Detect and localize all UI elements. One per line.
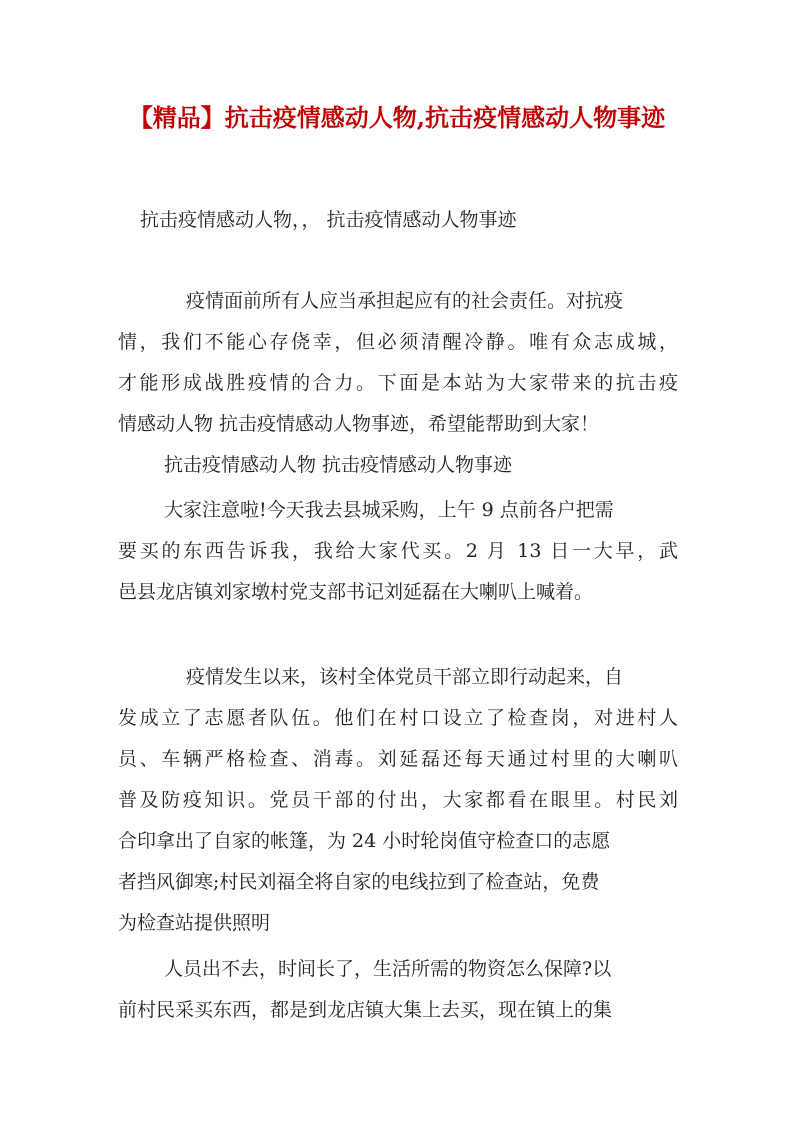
paragraph-line: 大家注意啦!今天我去县城采购，上午 9 点前各户把需 (164, 499, 614, 521)
paragraph-line: 合印拿出了自家的帐篷，为 24 小时轮岗值守检查口的志愿 (118, 830, 611, 852)
document-subtitle: 抗击疫情感动人物，， 抗击疫情感动人物事迹 (140, 209, 517, 231)
paragraph-line: 疫情发生以来，该村全体党员干部立即行动起来，自 (186, 666, 624, 688)
paragraph-line: 情感动人物 抗击疫情感动人物事迹，希望能帮助到大家！ (118, 413, 600, 435)
paragraph-line: 要买的东西告诉我，我给大家代买。2 月 13 日一大早，武 (118, 540, 678, 562)
paragraph-line: 为检查站提供照明 (118, 912, 271, 934)
document-title: 【精品】抗击疫情感动人物,抗击疫情感动人物事迹 (128, 103, 666, 132)
paragraph-line: 抗击疫情感动人物 抗击疫情感动人物事迹 (164, 454, 513, 476)
paragraph-line: 普及防疫知识。党员干部的付出，大家都看在眼里。村民刘 (118, 789, 678, 811)
paragraph-line: 员、车辆严格检查、消毒。刘延磊还每天通过村里的大喇叭 (118, 748, 678, 770)
paragraph-line: 者挡风御寒;村民刘福全将自家的电线拉到了检查站，免费 (118, 871, 600, 893)
paragraph-line: 情，我们不能心存侥幸，但必须清醒冷静。唯有众志成城， (118, 331, 678, 353)
paragraph-line: 发成立了志愿者队伍。他们在村口设立了检查岗，对进村人 (118, 707, 678, 729)
paragraph-line: 疫情面前所有人应当承担起应有的社会责任。对抗疫 (186, 290, 624, 312)
paragraph-line: 人员出不去，时间长了，生活所需的物资怎么保障?以 (164, 958, 612, 980)
paragraph-line: 前村民采买东西，都是到龙店镇大集上去买，现在镇上的集 (118, 999, 613, 1021)
paragraph-line: 才能形成战胜疫情的合力。下面是本站为大家带来的抗击疫 (118, 372, 678, 394)
paragraph-line: 邑县龙店镇刘家墩村党支部书记刘延磊在大喇叭上喊着。 (118, 581, 594, 603)
